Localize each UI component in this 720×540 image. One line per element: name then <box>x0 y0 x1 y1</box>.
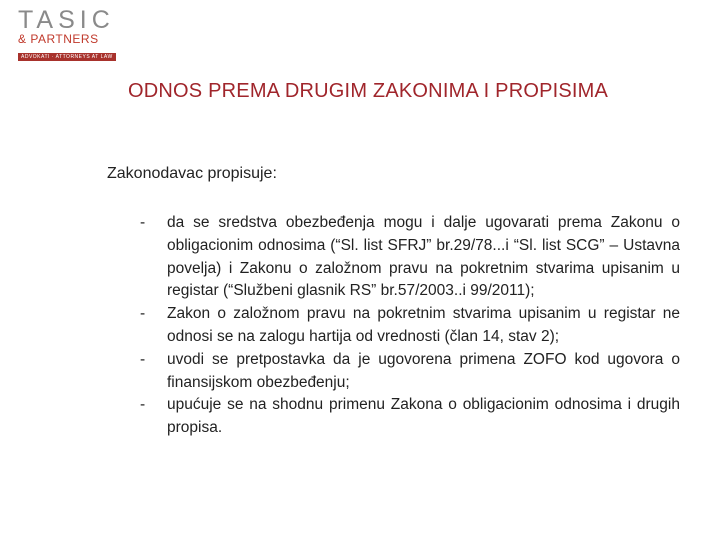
bullet-dash: - <box>140 350 146 368</box>
bullet-dash: - <box>140 214 146 231</box>
company-logo <box>18 8 118 63</box>
logo-tagline: ADVOKATI · ATTORNEYS AT LAW <box>18 53 116 61</box>
logo-wordmark: TASIC <box>18 6 115 34</box>
logo-subtitle: & PARTNERS <box>18 32 99 46</box>
list-item <box>140 212 680 303</box>
bullet-text: uvodi se pretpostavka da je ugovorena primena ZOFO kod ugovora o finansijskom obezbeđenju; <box>167 350 680 391</box>
bullet-text: Zakon o založnom pravu na pokretnim stvarima upisanim u registar ne odnosi se na zalogu hartija od vrednosti (član 14, stav 2); <box>167 305 680 345</box>
bullet-text: da se sredstva obezbeđenja mogu i dalje ugovarati prema Zakonu o obligacionim odnosima (“Sl. list SFRJ” br.29/78...i “Sl. list SCG” – Ustavna povelja) i Zakonu o založnom pravu na pokretnim stvarima upisanim u registar (“Službeni glasnik RS” br.57/2003..i 99/2011); <box>167 214 680 300</box>
bullet-text: upućuje se na shodnu primenu Zakona o obligacionim odnosima i drugih propisa. <box>167 396 680 437</box>
list-item <box>140 349 680 395</box>
bullet-list <box>140 212 680 440</box>
list-item <box>140 394 680 440</box>
slide-title: ODNOS PREMA DRUGIM ZAKONIMA I PROPISIMA <box>128 80 609 102</box>
bullet-dash: - <box>140 305 146 323</box>
list-item <box>140 303 680 349</box>
intro-text: Zakonodavac propisuje: <box>107 165 277 182</box>
bullet-dash: - <box>140 396 146 414</box>
